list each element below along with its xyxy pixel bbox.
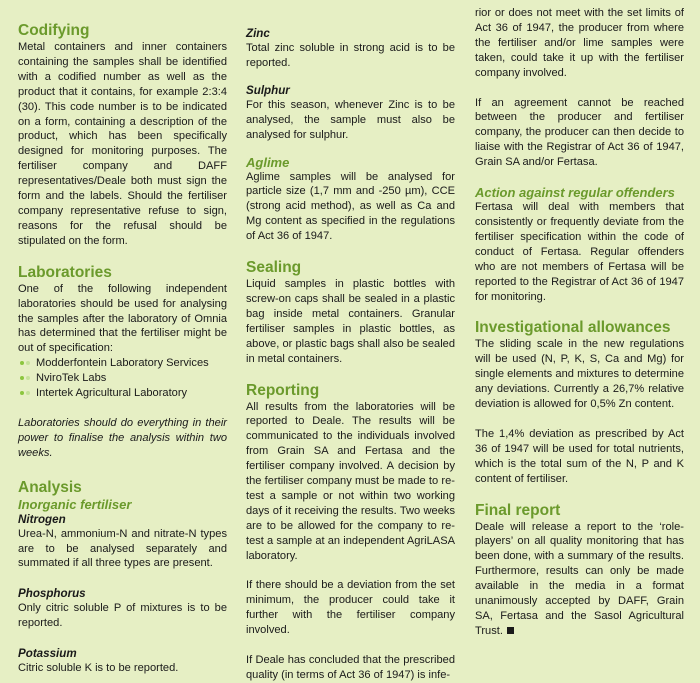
column-2 (246, 26, 455, 681)
investigational-paragraph-1: The sliding scale in the new regulations will be used (N, P, K, S, Ca and Mg) for single elements and mixtures to determine any deviations. Currently a 26,7% relative deviation is allowed for 0,5% Zn content. (475, 338, 684, 411)
aglime-heading: Aglime (246, 154, 290, 170)
reporting-heading: Reporting (246, 381, 320, 399)
phosphorus-title: Phosphorus (18, 587, 86, 601)
action-against-offenders-body: Fertasa will deal with members that consistently or frequently deviate from the fertiliser specification within the code of conduct of Fertasa. Regular offenders who are not members of Fertasa will be reported to the Registrar of Act 36 of 1947 for monitoring. (475, 201, 684, 303)
codifying-heading: Codifying (18, 22, 90, 39)
column-3 (475, 6, 684, 637)
end-of-article-icon (507, 627, 514, 634)
analysis-heading: Analysis (18, 478, 82, 496)
list-item: Modderfontein Laboratory Services (18, 356, 227, 371)
double-dot-bullet-icon (20, 391, 32, 396)
laboratories-heading: Laboratories (18, 263, 112, 281)
double-dot-bullet-icon (20, 361, 32, 366)
laboratories-note: Laboratories should do everything in their power to finalise the analysis within two weeks. (18, 416, 227, 459)
codifying-body: Metal containers and inner containers containing the samples shall be identified with a codified number as well as the product that it contains, for example 2:3:4 (30). This code number is to be indicated on a form, containing a description of the product, which has been specifically designed for monitoring purposes. The fertiliser company and DAFF representatives/Deale both must sign the form and the labels. Should the fertiliser company representative refuse to sign, reasons for the refusal should be stipulated on the form. (18, 41, 227, 247)
column-1 (18, 22, 227, 675)
zinc-title: Zinc (246, 27, 270, 40)
investigational-allowances-heading: Investigational allowances (475, 319, 671, 337)
aglime-body: Aglime samples will be analysed for particle size (1,7 mm and -250 µm), CCE (strong acid method), as well as Ca and Mg content as specified in the regulations of Act 36 of 1947. (246, 170, 455, 243)
inorganic-fertiliser-subheading: Inorganic fertiliser (18, 496, 132, 512)
laboratory-list (18, 356, 227, 401)
action-against-offenders-heading: Action against regular offenders (475, 185, 675, 201)
reporting-paragraph-3: If Deale has concluded that the prescribed quality (in terms of Act 36 of 1947) is infe- (246, 654, 455, 681)
potassium-body: Citric soluble K is to be reported. (18, 662, 179, 675)
investigational-paragraph-2: The 1,4% deviation as prescribed by Act 36 of 1947 will be used for total nutrients, which is the total sum of the N, P and K content of fertiliser. (475, 427, 684, 485)
laboratories-body: One of the following independent laboratories should be used for analysing the samples after the laboratory of Omnia has determined that the fertiliser might be out of specification: (18, 282, 227, 355)
final-report-body: Deale will release a report to the ‘role-players’ on all quality monitoring that has been done, with a summary of the results. Furthermore, results can only be made available in the media in a format unanimously accepted by DAFF, Grain SA, Fertasa and the Sasol Agricultural Trust. (475, 520, 684, 637)
zinc-body: Total zinc soluble in strong acid is to be reported. (246, 42, 455, 69)
list-item: NviroTek Labs (18, 371, 227, 386)
sulphur-body: For this season, whenever Zinc is to be analysed, the sample must also be analysed for sulphur. (246, 98, 455, 141)
nitrogen-body: Urea-N, ammonium-N and nitrate-N types are to be analysed separately and summated if all three types are present. (18, 527, 227, 570)
sulphur-title: Sulphur (246, 83, 290, 97)
list-item: Intertek Agricultural Laboratory (18, 386, 227, 401)
reporting-paragraph-2: If there should be a deviation from the set minimum, the producer could take it further with the fertiliser company involved. (246, 579, 455, 637)
potassium-title: Potassium (18, 647, 77, 661)
reporting-paragraph-1: All results from the laboratories will be reported to Deale. The results will be communicated to the individuals involved from Grain SA and Fertasa and the fertiliser company involved. A decision by the fertiliser company must be made to re-test a sample or not within two working days of it receiving the results. Two weeks are to be allowed for the company to re-test a sample at an independent AgriLASA laboratory. (246, 400, 455, 562)
sealing-heading: Sealing (246, 259, 302, 277)
double-dot-bullet-icon (20, 376, 32, 381)
nitrogen-title: Nitrogen (18, 512, 66, 526)
phosphorus-body: Only citric soluble P of mixtures is to be reported. (18, 602, 227, 630)
sealing-body: Liquid samples in plastic bottles with screw-on caps shall be sealed in a plastic bag inside metal containers. Granular fertiliser samples in plastic bottles, as above, or plastic bags shall also be sealed in metal containers. (246, 278, 455, 365)
final-report-heading: Final report (475, 501, 561, 519)
agreement-paragraph: If an agreement cannot be reached between the producer and fertiliser company, the producer can then decide to liaise with the Registrar of Act 36 of 1947, Grain SA and/or Fertasa. (475, 96, 684, 169)
continued-paragraph: rior or does not meet with the set limits of Act 36 of 1947, the producer from where the fertiliser and/or lime samples were taken, could take it up with the fertiliser company involved. (475, 7, 684, 79)
